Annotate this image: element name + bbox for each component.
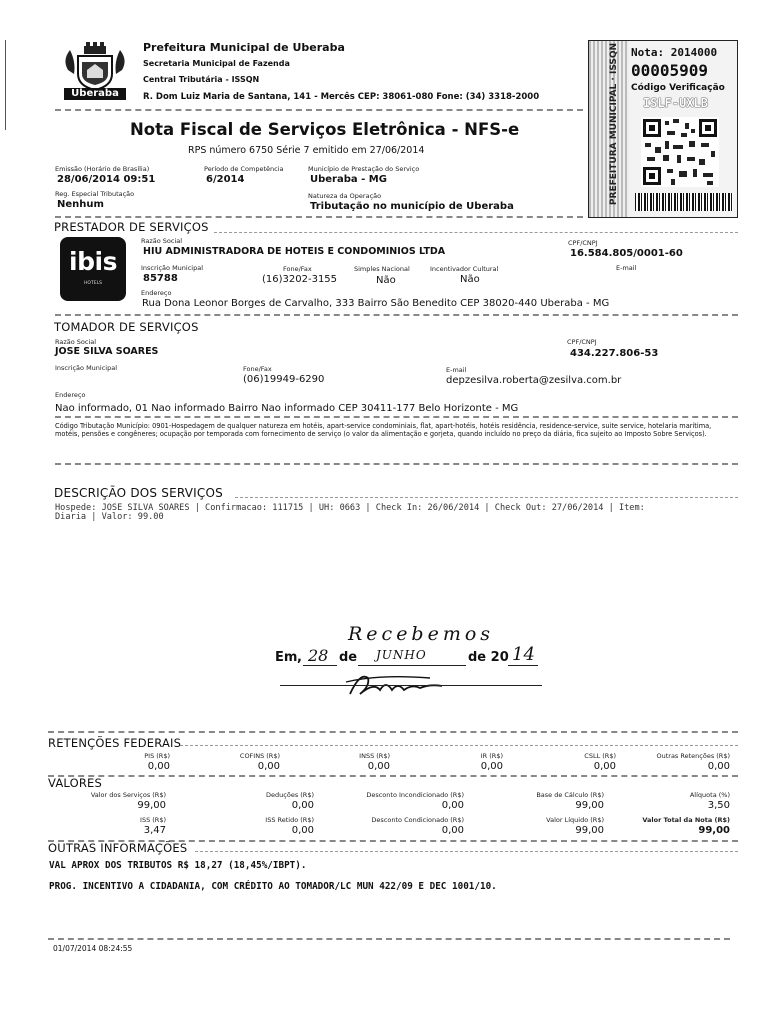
valores-r1-1-label: Deduções (R$) bbox=[266, 791, 314, 799]
city-hall-name: Prefeitura Municipal de Uberaba bbox=[143, 41, 345, 54]
retencao-4-label: CSLL (R$) bbox=[584, 752, 616, 760]
valores-r1-3-label: Base de Cálculo (R$) bbox=[536, 791, 604, 799]
recebemos-year: 14 bbox=[512, 644, 535, 665]
emissao-label: Emissão (Horário de Brasília) bbox=[55, 165, 150, 173]
recebemos-day: 28 bbox=[308, 646, 329, 665]
natureza-label: Natureza da Operação bbox=[308, 192, 382, 200]
stamp-nota-label: Nota: 2014000 bbox=[631, 46, 718, 59]
valores-r2-1-value: 0,00 bbox=[291, 825, 314, 836]
emissao-value: 28/06/2014 09:51 bbox=[57, 174, 156, 185]
codigo-tributacao-text: Código Tributação Município: 0901-Hospedagem de qualquer natureza em hotéis, apart-service condominiais, flat, apart-hotéis, hotéis residência, residence-service, suite service, hotelaria marítima, motéis, pensões e congêneres; ocupação por temporada com fornecimento de serviço (o valor da alimentação e gorjeta, quando incluído no preço da diária, fica sujeito ao Imposto Sobre Serviços). bbox=[55, 422, 712, 439]
prestador-insc-value: 85788 bbox=[143, 273, 178, 284]
recebemos-month: JUNHO bbox=[376, 648, 427, 662]
valores-r2-4-value: 99,00 bbox=[698, 825, 730, 836]
valores-r1-2-label: Desconto Incondicionado (R$) bbox=[366, 791, 464, 799]
ibis-logo-text: ibis bbox=[69, 247, 117, 276]
retencoes-divider bbox=[180, 745, 738, 746]
retencao-5-value: 0,00 bbox=[707, 761, 730, 772]
valores-section-title: VALORES bbox=[48, 776, 103, 790]
tomador-fone-value: (06)19949-6290 bbox=[243, 374, 325, 385]
prestador-endereco-value: Rua Dona Leonor Borges de Carvalho, 333 Bairro São Benedito CEP 38020-440 Uberaba - MG bbox=[142, 298, 610, 309]
ibis-logo-sub: HOTELS bbox=[84, 281, 102, 286]
recebemos-title: Recebemos bbox=[348, 623, 495, 645]
footer-timestamp: 01/07/2014 08:24:55 bbox=[53, 944, 133, 953]
tomador-cpf-label: CPF/CNPJ bbox=[567, 338, 597, 346]
retencao-3-value: 0,00 bbox=[480, 761, 503, 772]
natureza-value: Tributação no município de Uberaba bbox=[310, 201, 514, 212]
retencao-5-label: Outras Retenções (R$) bbox=[656, 752, 730, 760]
valores-r2-1-label: ISS Retido (R$) bbox=[265, 816, 314, 824]
outras-divider bbox=[195, 851, 738, 852]
signature-line bbox=[280, 685, 542, 686]
retencoes-section-title: RETENÇÕES FEDERAIS bbox=[48, 736, 182, 750]
simples-label: Simples Nacional bbox=[354, 265, 410, 273]
valores-r1-0-value: 99,00 bbox=[137, 800, 166, 811]
retencao-1-label: COFINS (R$) bbox=[239, 752, 280, 760]
recebemos-de2: de 20 bbox=[468, 650, 509, 665]
prestador-cnpj-value: 16.584.805/0001-60 bbox=[570, 248, 683, 259]
outras-line-2: PROG. INCENTIVO A CIDADANIA, COM CRÉDITO AO TOMADOR/LC MUN 422/09 E DEC 1001/10. bbox=[49, 881, 497, 892]
retencao-4-value: 0,00 bbox=[593, 761, 616, 772]
left-margin-line bbox=[5, 40, 6, 130]
tomador-bottom-divider bbox=[55, 416, 738, 418]
valores-r2-3-value: 99,00 bbox=[575, 825, 604, 836]
tomador-razao-value: JOSE SILVA SOARES bbox=[55, 346, 159, 357]
secretariat-name: Secretaria Municipal de Fazenda bbox=[143, 59, 290, 68]
stamp-code-label: Código Verificação bbox=[631, 83, 725, 93]
valores-r1-2-value: 0,00 bbox=[441, 800, 464, 811]
tomador-cpf-value: 434.227.806-53 bbox=[570, 348, 659, 359]
prestador-fone-value: (16)3202-3155 bbox=[262, 274, 338, 285]
prestador-endereco-label: Endereço bbox=[141, 289, 172, 297]
month-underline bbox=[358, 665, 466, 666]
recebemos-de1: de bbox=[339, 650, 358, 665]
outras-line-1: VAL APROX DOS TRIBUTOS R$ 18,27 (18,45%/IBPT). bbox=[49, 860, 307, 871]
incentivador-value: Não bbox=[460, 274, 480, 285]
prestador-cnpj-label: CPF/CNPJ bbox=[568, 239, 598, 247]
tomador-razao-label: Razão Social bbox=[55, 338, 97, 346]
descricao-divider bbox=[235, 497, 738, 498]
stamp-nota-number: 00005909 bbox=[631, 61, 709, 80]
municipio-value: Uberaba - MG bbox=[310, 174, 387, 185]
prestador-email-label: E-mail bbox=[616, 264, 637, 272]
valores-r1-4-value: 3,50 bbox=[707, 800, 730, 811]
valores-r2-2-value: 0,00 bbox=[441, 825, 464, 836]
tomador-email-value: depzesilva.roberta@zesilva.com.br bbox=[446, 375, 622, 386]
day-underline bbox=[303, 665, 337, 666]
document-title: Nota Fiscal de Serviços Eletrônica - NFS-e bbox=[130, 120, 520, 139]
incentivador-label: Incentivador Cultural bbox=[430, 265, 499, 273]
meta-divider bbox=[55, 216, 583, 218]
valores-top-divider bbox=[48, 775, 738, 777]
prestador-divider bbox=[214, 232, 738, 233]
valores-r2-2-label: Desconto Condicionado (R$) bbox=[371, 816, 464, 824]
prestador-razao-label: Razão Social bbox=[141, 237, 183, 245]
codigo-bottom-divider bbox=[55, 463, 738, 465]
valores-r2-0-value: 3,47 bbox=[143, 825, 166, 836]
valores-r1-1-value: 0,00 bbox=[291, 800, 314, 811]
year-underline bbox=[508, 665, 538, 666]
prestador-bottom-divider bbox=[55, 314, 738, 316]
qr-code-icon bbox=[641, 117, 719, 187]
tomador-email-label: E-mail bbox=[446, 366, 467, 374]
municipio-label: Município de Prestação do Serviço bbox=[308, 165, 420, 173]
regime-label: Reg. Especial Tributação bbox=[55, 190, 135, 198]
valores-r2-3-label: Valor Líquido (R$) bbox=[546, 816, 604, 824]
retencao-2-value: 0,00 bbox=[367, 761, 390, 772]
prestador-section-title: PRESTADOR DE SERVIÇOS bbox=[54, 220, 209, 234]
recebemos-comma: , bbox=[297, 650, 302, 665]
verification-stamp bbox=[588, 40, 738, 218]
recebemos-em: Em bbox=[275, 650, 298, 665]
descricao-section-title: DESCRIÇÃO DOS SERVIÇOS bbox=[54, 486, 223, 500]
prestador-fone-label: Fone/Fax bbox=[283, 265, 312, 273]
rps-info: RPS número 6750 Série 7 emitido em 27/06/2014 bbox=[188, 145, 425, 156]
retencao-1-value: 0,00 bbox=[257, 761, 280, 772]
retencao-0-label: PIS (R$) bbox=[144, 752, 170, 760]
tomador-fone-label: Fone/Fax bbox=[243, 365, 272, 373]
stamp-side-text: PREFEITURA MUNICIPAL · ISSQN bbox=[609, 42, 619, 206]
outras-section-title: OUTRAS INFORMAÇÕES bbox=[48, 841, 188, 855]
descricao-line-1: Hospede: JOSE SILVA SOARES | Confirmacao: 111715 | UH: 0663 | Check In: 26/06/2014 | Check Out: 27/06/2014 | Item: bbox=[55, 503, 645, 513]
descricao-line-2: Diaria | Valor: 99.00 bbox=[55, 512, 164, 522]
retencao-3-label: IR (R$) bbox=[480, 752, 503, 760]
stamp-verification-code: ISLF-UXLB bbox=[643, 96, 709, 110]
valores-r2-4-label: Valor Total da Nota (R$) bbox=[642, 816, 730, 824]
valores-r1-3-value: 99,00 bbox=[575, 800, 604, 811]
crest-caption: Uberaba bbox=[71, 88, 119, 99]
tomador-endereco-value: Nao informado, 01 Nao informado Bairro Nao informado CEP 30411-177 Belo Horizonte - MG bbox=[55, 403, 519, 414]
tomador-endereco-label: Endereço bbox=[55, 391, 86, 399]
valores-r1-4-label: Alíquota (%) bbox=[689, 791, 730, 799]
valores-r1-0-label: Valor dos Serviços (R$) bbox=[90, 791, 166, 799]
tomador-insc-label: Inscrição Municipal bbox=[55, 364, 118, 372]
regime-value: Nenhum bbox=[57, 199, 104, 210]
valores-r2-0-label: ISS (R$) bbox=[140, 816, 166, 824]
retencoes-top-divider bbox=[48, 731, 738, 733]
competencia-label: Período de Competência bbox=[204, 165, 284, 173]
ibis-logo bbox=[60, 237, 126, 301]
prestador-razao-value: HIU ADMINISTRADORA DE HOTEIS E CONDOMINIOS LTDA bbox=[143, 246, 446, 257]
prestador-insc-label: Inscrição Municipal bbox=[141, 264, 204, 272]
qr-code bbox=[641, 117, 719, 187]
competencia-value: 6/2014 bbox=[206, 174, 245, 185]
city-hall-address: R. Dom Luiz Maria de Santana, 141 - Mercês CEP: 38061-080 Fone: (34) 3318-2000 bbox=[143, 92, 540, 102]
stamp-barcode bbox=[635, 193, 733, 211]
simples-value: Não bbox=[376, 275, 396, 286]
header-divider bbox=[55, 109, 583, 111]
tomador-section-title: TOMADOR DE SERVIÇOS bbox=[54, 320, 199, 334]
city-crest-logo bbox=[60, 40, 130, 102]
retencao-0-value: 0,00 bbox=[147, 761, 170, 772]
retencao-2-label: INSS (R$) bbox=[359, 752, 390, 760]
footer-divider bbox=[48, 938, 730, 940]
tax-center-name: Central Tributária - ISSQN bbox=[143, 75, 260, 84]
